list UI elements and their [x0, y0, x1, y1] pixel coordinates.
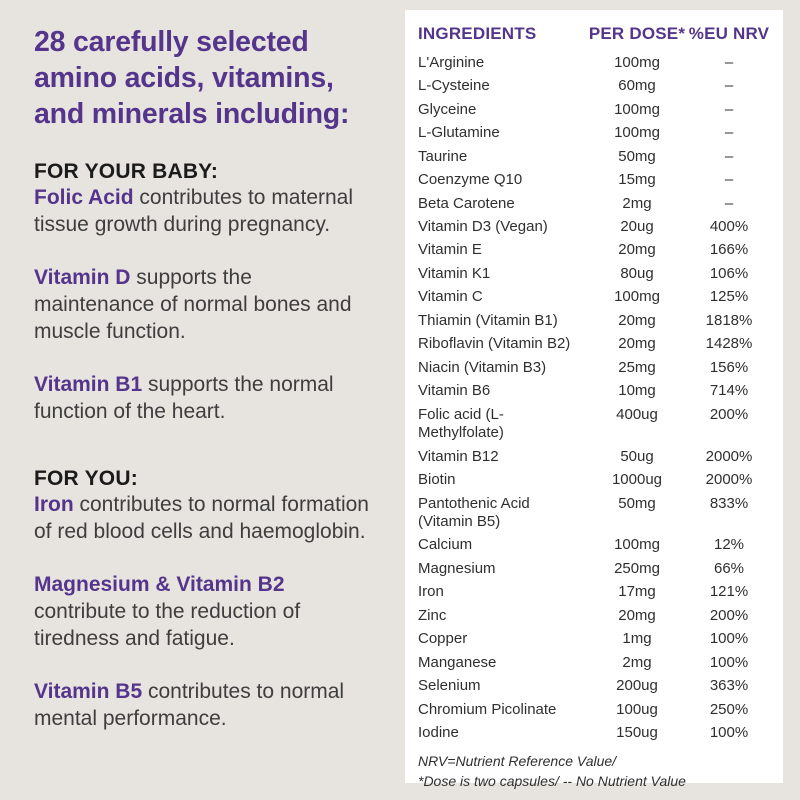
cell-ingredient-name: Chromium Picolinate [418, 700, 557, 718]
cell-dose: 100mg [614, 124, 660, 142]
table-row [418, 286, 771, 309]
benefit-paragraph [34, 185, 370, 239]
benefit-block [34, 572, 370, 653]
benefit-block [34, 372, 370, 426]
benefits-column [34, 24, 390, 759]
cell-dose: 50mg [618, 147, 656, 165]
table-row [418, 722, 771, 745]
cell-dose: 200ug [616, 677, 658, 695]
cell-ingredient-name: L-Cysteine [418, 77, 490, 95]
table-row [418, 403, 771, 445]
cell-ingredient-name: Beta Carotene [418, 194, 515, 212]
nutrient-name: Vitamin B5 [34, 679, 143, 703]
table-row [418, 356, 771, 379]
cell-ingredient-name: Biotin [418, 471, 456, 489]
table-row [418, 51, 771, 74]
benefit-block [34, 466, 370, 547]
cell-nrv: 200% [709, 405, 749, 423]
table-row [418, 675, 771, 698]
table-row [418, 192, 771, 215]
cell-ingredient-name: Vitamin B6 [418, 382, 491, 400]
cell-ingredient-name: L-Glutamine [418, 124, 500, 142]
cell-ingredient-name: Selenium [418, 677, 481, 695]
cell-dose: 100ug [616, 700, 658, 718]
cell-ingredient-name: Pantothenic Acid (Vitamin B5) [418, 494, 530, 530]
cell-dose: 10mg [618, 382, 656, 400]
cell-dose: 80ug [620, 264, 654, 282]
benefit-paragraph [34, 265, 370, 346]
benefit-paragraph [34, 372, 370, 426]
cell-nrv: 1818% [705, 311, 753, 329]
cell-dose: 17mg [618, 583, 656, 601]
table-row [418, 98, 771, 121]
cell-nrv: 363% [709, 677, 749, 695]
cell-ingredient-name: Zinc [418, 606, 447, 624]
cell-dose: 400ug [616, 405, 658, 423]
cell-ingredient-name: Copper [418, 630, 468, 648]
cell-nrv: – [724, 194, 734, 212]
cell-dose: 100mg [614, 100, 660, 118]
nutrient-name: Vitamin D [34, 266, 131, 290]
table-row [418, 534, 771, 557]
header-ingredients: INGREDIENTS [418, 24, 537, 43]
benefit-paragraph [34, 492, 370, 546]
cell-ingredient-name: Iron [418, 583, 444, 601]
table-row [418, 333, 771, 356]
benefit-description: supports the normal function of the heart. [34, 372, 334, 423]
nutrient-name: Folic Acid [34, 186, 134, 210]
benefit-paragraph [34, 679, 370, 733]
table-row [418, 581, 771, 604]
cell-nrv: 250% [709, 700, 749, 718]
cell-ingredient-name: Coenzyme Q10 [418, 171, 523, 189]
cell-nrv: – [724, 100, 734, 118]
nutrient-name: Magnesium & Vitamin B2 [34, 573, 285, 597]
cell-dose: 150ug [616, 724, 658, 742]
benefit-description: contribute to the reduction of tiredness and fatigue. [34, 600, 301, 650]
cell-ingredient-name: Iodine [418, 724, 459, 742]
cell-ingredient-name: Manganese [418, 653, 497, 671]
cell-dose: 50mg [618, 494, 656, 512]
cell-nrv: – [724, 53, 734, 71]
header-per-dose: PER DOSE* [588, 24, 686, 43]
cell-nrv: – [724, 147, 734, 165]
table-row [418, 557, 771, 580]
page-title: 28 carefully selected amino acids, vitamins, and minerals including: [34, 26, 350, 131]
cell-dose: 20ug [620, 217, 654, 235]
table-row [418, 309, 771, 332]
cell-ingredient-name: Thiamin (Vitamin B1) [418, 311, 558, 329]
footnotes [418, 752, 771, 791]
cell-nrv: 166% [709, 241, 749, 259]
benefit-description: contributes to normal mental performance. [34, 679, 345, 730]
benefit-block [34, 679, 370, 733]
cell-nrv: 121% [709, 583, 749, 601]
table-row [418, 215, 771, 238]
table-body [418, 51, 771, 745]
benefit-description: contributes to normal formation of red blood cells and haemoglobin. [34, 493, 369, 544]
benefit-block [34, 265, 370, 346]
table-row [418, 604, 771, 627]
cell-dose: 100mg [614, 53, 660, 71]
cell-nrv: 12% [713, 536, 745, 554]
cell-dose: 20mg [618, 606, 656, 624]
cell-dose: 25mg [618, 358, 656, 376]
cell-nrv: – [724, 124, 734, 142]
cell-dose: 100mg [614, 536, 660, 554]
cell-ingredient-name: Vitamin D3 (Vegan) [418, 217, 548, 235]
cell-nrv: 66% [713, 559, 745, 577]
cell-ingredient-name: Magnesium [418, 559, 496, 577]
cell-ingredient-name: L'Arginine [418, 53, 485, 71]
table-row [418, 121, 771, 144]
cell-ingredient-name: Calcium [418, 536, 473, 554]
benefit-blocks [34, 159, 370, 733]
cell-nrv: 125% [709, 288, 749, 306]
cell-nrv: 1428% [705, 335, 753, 353]
table-row [418, 698, 771, 721]
benefit-description: supports the maintenance of normal bones and muscle function. [34, 266, 352, 343]
footnote-nrv-definition: NRV=Nutrient Reference Value/ [418, 753, 617, 770]
section-label: FOR YOU: [34, 466, 138, 490]
section-label: FOR YOUR BABY: [34, 159, 219, 183]
cell-nrv: 100% [709, 630, 749, 648]
table-header [418, 24, 771, 44]
cell-dose: 100mg [614, 288, 660, 306]
cell-dose: 2mg [622, 194, 652, 212]
cell-nrv: 400% [709, 217, 749, 235]
cell-ingredient-name: Glyceine [418, 100, 477, 118]
cell-ingredient-name: Niacin (Vitamin B3) [418, 358, 547, 376]
cell-ingredient-name: Taurine [418, 147, 468, 165]
cell-nrv: 156% [709, 358, 749, 376]
cell-ingredient-name: Vitamin E [418, 241, 482, 259]
nutrient-name: Iron [34, 493, 74, 517]
benefit-description: contributes to maternal tissue growth during pregnancy. [34, 186, 354, 237]
cell-dose: 2mg [622, 653, 652, 671]
cell-dose: 1000ug [611, 471, 663, 489]
table-row [418, 168, 771, 191]
table-row [418, 380, 771, 403]
cell-ingredient-name: Vitamin K1 [418, 264, 491, 282]
cell-nrv: – [724, 77, 734, 95]
nutrient-name: Vitamin B1 [34, 372, 143, 396]
benefit-paragraph [34, 572, 370, 653]
table-row [418, 492, 771, 534]
cell-nrv: 2000% [705, 447, 753, 465]
ingredients-panel [405, 10, 783, 789]
table-row [418, 145, 771, 168]
table-row [418, 445, 771, 468]
cell-dose: 20mg [618, 335, 656, 353]
cell-nrv: 714% [709, 382, 749, 400]
cell-dose: 50ug [620, 447, 654, 465]
cell-ingredient-name: Folic acid (L-Methylfolate) [418, 405, 504, 442]
cell-nrv: 106% [709, 264, 749, 282]
cell-dose: 15mg [618, 171, 656, 189]
cell-dose: 20mg [618, 311, 656, 329]
cell-ingredient-name: Riboflavin (Vitamin B2) [418, 335, 571, 353]
cell-dose: 60mg [618, 77, 656, 95]
cell-dose: 250mg [614, 559, 660, 577]
cell-dose: 20mg [618, 241, 656, 259]
table-row [418, 262, 771, 285]
table-row [418, 74, 771, 97]
cell-ingredient-name: Vitamin B12 [418, 447, 499, 465]
cell-nrv: 200% [709, 606, 749, 624]
cell-nrv: 100% [709, 724, 749, 742]
table-row [418, 651, 771, 674]
cell-ingredient-name: Vitamin C [418, 288, 483, 306]
header-eu-nrv: %EU NRV [688, 24, 770, 43]
table-row [418, 239, 771, 262]
cell-nrv: – [724, 171, 734, 189]
cell-nrv: 2000% [705, 471, 753, 489]
benefit-block [34, 159, 370, 240]
cell-nrv: 833% [709, 494, 749, 512]
cell-dose: 1mg [622, 630, 652, 648]
table-row [418, 469, 771, 492]
cell-nrv: 100% [709, 653, 749, 671]
table-row [418, 628, 771, 651]
footnote-dose-definition: *Dose is two capsules/ -- No Nutrient Value [418, 772, 686, 789]
